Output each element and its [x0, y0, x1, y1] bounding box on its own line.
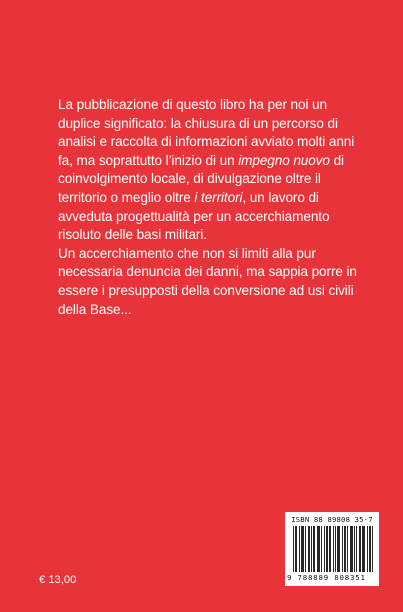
emphasis-i-territori: i territori	[194, 189, 243, 205]
ean-digits: 9 788889 808351	[287, 573, 366, 582]
isbn-label: ISBN 88 89808 35-7	[291, 515, 373, 524]
emphasis-impegno-nuovo: impegno nuovo	[238, 152, 330, 168]
blurb-text	[58, 96, 358, 319]
blurb-paragraph-1: La pubblicazione di questo libro ha per noi un duplice significato: la chiusura di un percorso di analisi e raccolta di informazioni avviato molti anni fa, ma soprattutto l’inizio di un impegno nuovo di coinvolgimento locale, di divulgazione oltre il territorio o meglio oltre i territori, un lavoro di avveduta progettualità per un accerchiamento risoluto delle basi militari.	[58, 97, 355, 243]
barcode-box	[285, 512, 379, 586]
barcode-icon	[293, 526, 373, 572]
blurb-paragraph-2: Un accerchiamento che non si limiti alla pur necessaria denuncia dei danni, ma sappia porre in essere i presupposti della conversione ad usi civili della Base...	[58, 245, 357, 317]
price-label: € 13,00	[39, 574, 77, 586]
